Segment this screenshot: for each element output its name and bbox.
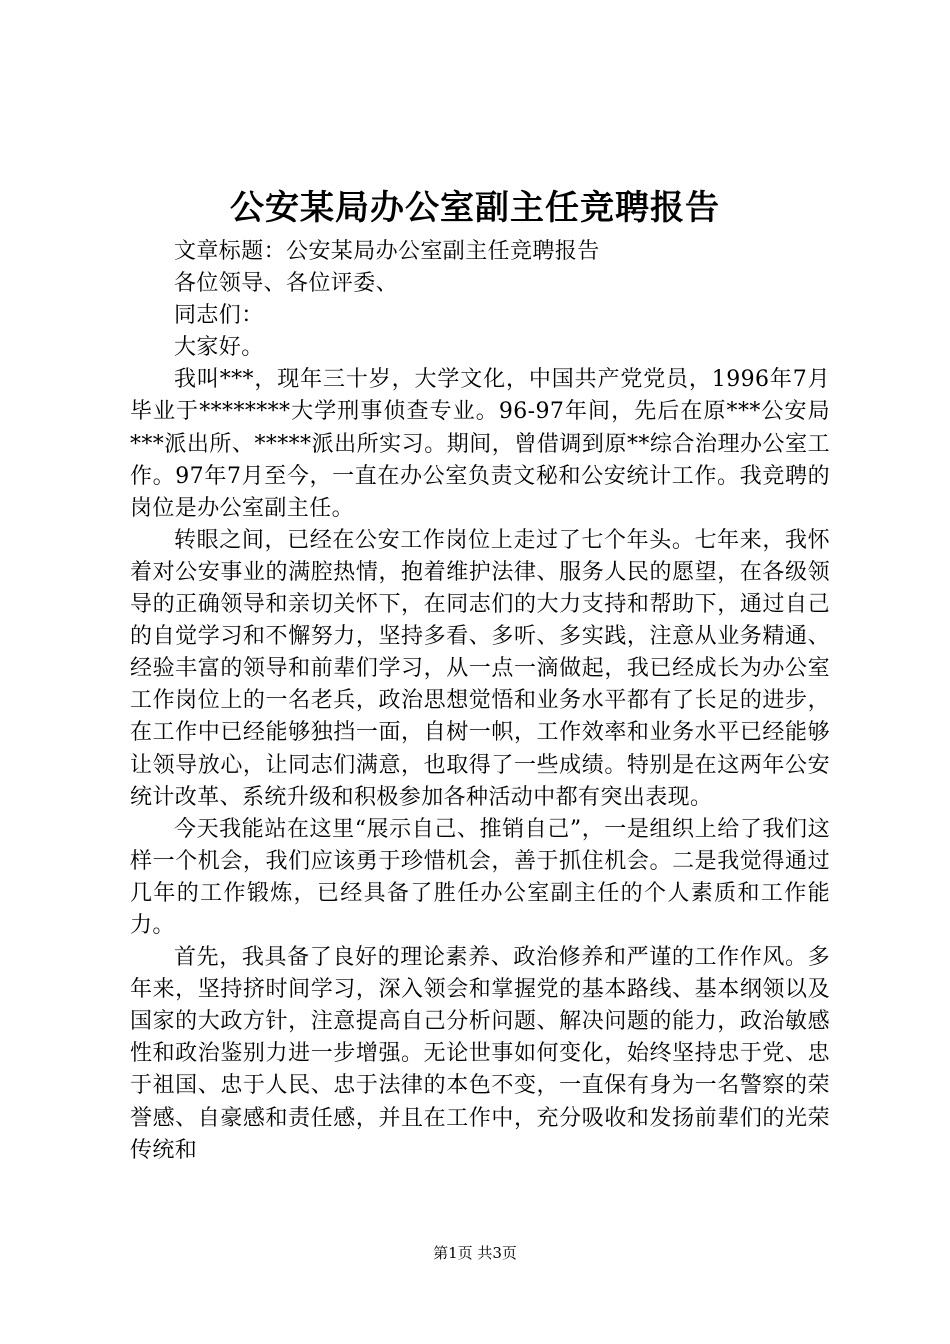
paragraph-experience: 转眼之间，已经在公安工作岗位上走过了七个年头。七年来，我怀着对公安事业的满腔热情，抱着维护法律、服务人民的愿望，在各级领导的正确领导和亲切关怀下，在同志们的大力支持和帮助下，通过自己的自觉学习和不懈努力，坚持多看、多听、多实践，注意从业务精通、经验丰富的领导和前辈们学习，从一点一滴做起，我已经成长为办公室工作岗位上的一名老兵，政治思想觉悟和业务水平都有了长足的进步，在工作中已经能够独挡一面，自树一帜，工作效率和业务水平已经能够让领导放心，让同志们满意，也取得了一些成绩。特别是在这两年公安统计改革、系统升级和积极参加各种活动中都有突出表现。	[130, 527, 830, 810]
paragraph-qualifications: 首先，我具备了良好的理论素养、政治修养和严谨的工作作风。多年来，坚持挤时间学习，深入领会和掌握党的基本路线、基本纲领以及国家的大政方针，注意提高自己分析问题、解决问题的能力，政治敏感性和政治鉴别力进一步增强。无论世事如何变化，始终坚持忠于党、忠于祖国、忠于人民、忠于法律的本色不变，一直保有身为一名警察的荣誉感、自豪感和责任感，并且在工作中，充分吸收和发扬前辈们的光荣传统和	[130, 945, 830, 1163]
salutation-line-2: 同志们：	[174, 303, 264, 329]
document-body	[130, 236, 830, 1167]
article-title-line: 文章标题：公安某局办公室副主任竞聘报告	[174, 239, 600, 264]
salutation-line-1: 各位领导、各位评委、	[174, 271, 399, 297]
paragraph-motivation: 今天我能站在这里“展示自己、推销自己”，一是组织上给了我们这样一个机会，我们应该勇于珍惜机会，善于抓住机会。二是我觉得通过几年的工作锻炼，已经具备了胜任办公室副主任的个人素质和工作能力。	[130, 816, 830, 938]
paragraph-introduction: 我叫***，现年三十岁，大学文化，中国共产党党员，1996年7月毕业于********大学刑事侦查专业。96-97年间，先后在原***公安局***派出所、*****派出所实习。期间，曾借调到原**综合治理办公室工作。97年7月至今，一直在办公室负责文秘和公安统计工作。我竞聘的岗位是办公室副主任。	[130, 367, 830, 521]
greeting-line: 大家好。	[174, 335, 264, 361]
page-footer: 第1页 共3页	[433, 1244, 517, 1262]
document-title: 公安某局办公室副主任竞聘报告	[230, 188, 720, 228]
